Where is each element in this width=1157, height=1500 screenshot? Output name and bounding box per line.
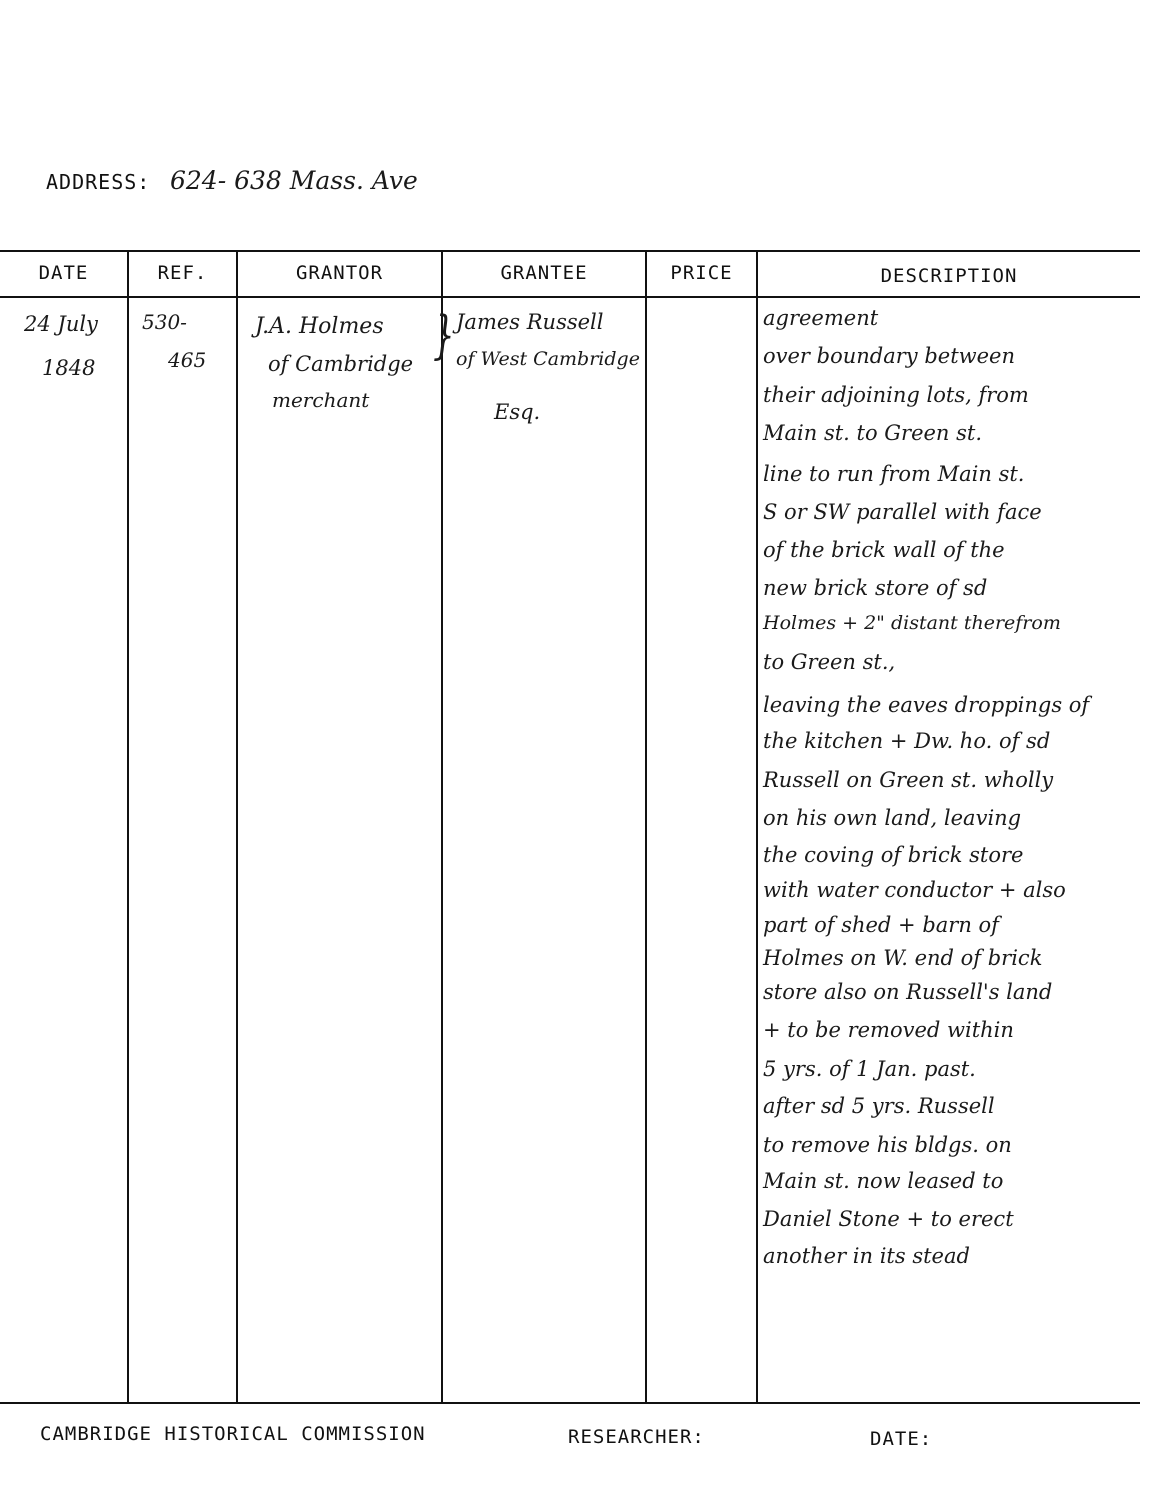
description-line: the coving of brick store <box>763 843 1024 867</box>
description-line: 5 yrs. of 1 Jan. past. <box>763 1057 976 1081</box>
footer-commission: CAMBRIDGE HISTORICAL COMMISSION <box>40 1423 426 1445</box>
description-line: new brick store of sd <box>763 576 988 600</box>
description-line: agreement <box>763 306 879 330</box>
description-line: S or SW parallel with face <box>763 500 1042 524</box>
table-header-border <box>0 296 1140 298</box>
entry-grantor-name: J.A. Holmes <box>255 314 384 339</box>
entry-grantee-place: of West Cambridge <box>456 348 640 370</box>
description-line: Main st. to Green st. <box>763 421 983 445</box>
description-line: of the brick wall of the <box>763 538 1005 562</box>
column-header-grantor: GRANTOR <box>295 262 384 284</box>
column-header-price: PRICE <box>670 262 733 284</box>
description-line: over boundary between <box>763 344 1015 368</box>
entry-grantee-name: James Russell <box>456 310 604 334</box>
description-line: part of shed + barn of <box>763 913 999 937</box>
description-line: Russell on Green st. wholly <box>763 768 1054 792</box>
description-line: to remove his bldgs. on <box>763 1133 1012 1157</box>
column-divider-grantee-price <box>645 251 647 1402</box>
entry-grantor-place: of Cambridge <box>268 352 414 376</box>
description-line: store also on Russell's land <box>763 980 1053 1004</box>
description-line: another in its stead <box>763 1244 970 1268</box>
description-line: the kitchen + Dw. ho. of sd <box>763 729 1051 753</box>
entry-ref-page: 465 <box>168 348 207 372</box>
column-header-ref: REF. <box>157 262 208 284</box>
column-header-description: DESCRIPTION <box>880 265 1018 287</box>
entry-grantee-title: Esq. <box>494 400 541 424</box>
column-header-date: DATE <box>38 262 89 284</box>
description-line: Holmes on W. end of brick <box>763 946 1043 970</box>
address-value: 624- 638 Mass. Ave <box>170 166 418 195</box>
description-line: their adjoining lots, from <box>763 383 1029 407</box>
footer-date-label: DATE: <box>870 1428 933 1450</box>
table-bottom-border <box>0 1402 1140 1404</box>
description-line: leaving the eaves droppings of <box>763 693 1090 717</box>
entry-date-year: 1848 <box>42 356 96 380</box>
grantee-brace: } <box>433 306 455 366</box>
column-divider-date-ref <box>127 251 129 1402</box>
column-divider-grantor-grantee <box>441 251 443 1402</box>
footer-researcher-label: RESEARCHER: <box>568 1426 705 1448</box>
column-divider-price-description <box>756 251 758 1402</box>
description-line: Main st. now leased to <box>763 1169 1004 1193</box>
entry-grantor-occupation: merchant <box>272 388 370 412</box>
description-line: with water conductor + also <box>763 878 1066 902</box>
address-label: ADDRESS: <box>46 170 151 194</box>
description-line: Holmes + 2" distant therefrom <box>763 612 1061 634</box>
entry-ref-book: 530- <box>142 310 187 334</box>
table-top-border <box>0 250 1140 252</box>
description-line: on his own land, leaving <box>763 806 1022 830</box>
column-divider-ref-grantor <box>236 251 238 1402</box>
description-line: line to run from Main st. <box>763 462 1025 486</box>
description-line: after sd 5 yrs. Russell <box>763 1094 995 1118</box>
description-line: Daniel Stone + to erect <box>763 1207 1014 1231</box>
description-line: to Green st., <box>763 650 896 674</box>
entry-date-day-month: 24 July <box>24 312 98 336</box>
column-header-grantee: GRANTEE <box>500 262 588 284</box>
description-line: + to be removed within <box>763 1018 1014 1042</box>
